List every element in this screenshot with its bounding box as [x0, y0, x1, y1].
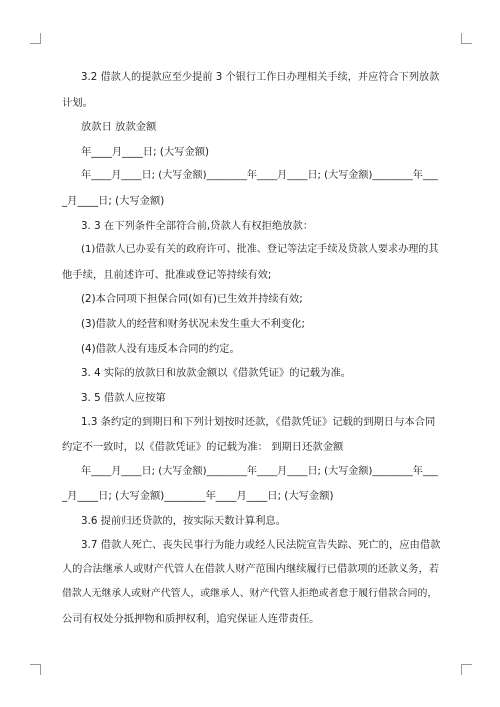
clause-3-5: 3. 5 借款人应按第 — [81, 391, 166, 404]
crop-mark-top-right — [461, 33, 472, 44]
disbursement-header: 放款日 放款金额 — [81, 121, 157, 134]
repayment-row-2: _月____日; (大写金额)________年____月____日; (大写金额) — [62, 490, 334, 503]
clause-3-7-line-1: 3.7 借款人死亡、丧失民事行为能力或经人民法院宣告失踪、死亡的，应由借款 — [81, 539, 441, 552]
condition-1-line-1: (1)借款人已办妥有关的政府许可、批准、登记等法定手续及贷款人要求办理的其 — [81, 244, 439, 256]
repayment-line-1: 1.3 条约定的到期日和下列计划按时还款，《借款凭证》记载的到期日与本合同 — [81, 416, 436, 429]
crop-mark-top-left — [30, 33, 41, 44]
condition-4: (4)借款人没有违反本合同的约定。 — [81, 342, 240, 355]
clause-3-2-line-2: 计划。 — [62, 96, 93, 109]
disbursement-row-2: 年____月____日; (大写金额)________年____月____日; (大写金额)________年___ — [81, 170, 439, 182]
clause-3-6: 3.6 提前归还贷款的，按实际天数计算利息。 — [81, 514, 286, 527]
disbursement-row-3: _月____日; (大写金额) — [62, 194, 165, 207]
repayment-row-1: 年____月____日; (大写金额)________年____月____日; (大写金额)________年___ — [81, 465, 439, 477]
clause-3-7-line-4: 公司有权处分抵押物和质押权利，追究保证人连带责任。 — [62, 613, 320, 626]
disbursement-row-1: 年____月____日; (大写金额) — [81, 145, 210, 158]
clause-3-7-line-2: 人的合法继承人或财产代管人在借款人财产范围内继续履行已借款项的还款义务，若 — [62, 563, 439, 575]
clause-3-2-line-1: 3.2 借款人的提款应至少提前 3 个银行工作日办理相关手续，并应符合下列放款 — [81, 72, 440, 83]
condition-2: (2)本合同项下担保合同(如有)已生效并持续有效; — [81, 293, 303, 306]
condition-1-line-2: 他手续，且前述许可、批准或登记等持续有效; — [62, 268, 272, 281]
crop-mark-bottom-right — [461, 664, 472, 675]
clause-3-4: 3. 4 实际的放款日和放款金额以《借款凭证》的记载为准。 — [81, 367, 352, 380]
clause-3-7-line-3: 借款人无继承人或财产代管人，或继承人、财产代管人拒绝或者怠于履行借款合同的， — [62, 588, 438, 600]
document-body — [62, 66, 440, 632]
clause-3-3: 3. 3 在下列条件全部符合前,贷款人有权拒绝放款： — [81, 219, 314, 232]
condition-3: (3)借款人的经营和财务状况未发生重大不利变化; — [81, 317, 305, 330]
repayment-line-2: 约定不一致时，以《借款凭证》的记载为准： 到期日还款金额 — [62, 440, 344, 453]
crop-mark-bottom-left — [30, 664, 41, 675]
